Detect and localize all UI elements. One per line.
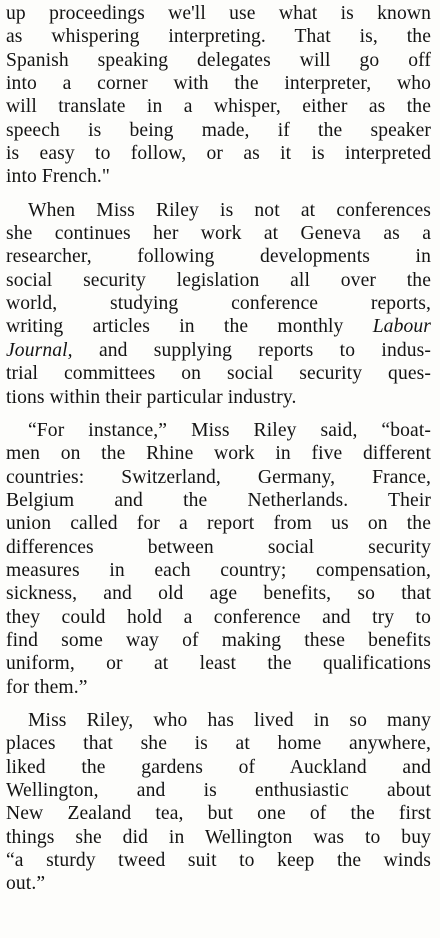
text-line: speech is being made, if the speaker bbox=[6, 119, 431, 141]
text-line: New Zealand tea, but one of the first bbox=[6, 803, 431, 825]
publication-title-part-2: Journal, bbox=[6, 339, 73, 361]
text-line: union called for a report from us on the bbox=[6, 513, 431, 535]
text-line: When Miss Riley is not at conferences bbox=[28, 199, 431, 221]
text-line: trial committees on social security ques- bbox=[6, 363, 431, 385]
text-line: places that she is at home anywhere, bbox=[6, 733, 431, 755]
text-line: uniform, or at least the qualifications bbox=[6, 653, 431, 675]
text-line: things she did in Wellington was to buy bbox=[6, 826, 431, 848]
text-line: “a sturdy tweed suit to keep the winds bbox=[6, 850, 431, 872]
text-line: for them.” bbox=[6, 676, 88, 698]
text-line: differences between social security bbox=[6, 536, 431, 558]
text-line-with-italic bbox=[6, 339, 431, 362]
text-line: into French." bbox=[6, 166, 110, 188]
text-line: Belgium and the Netherlands. Their bbox=[6, 489, 431, 511]
text-line: find some way of making these benefits bbox=[6, 629, 431, 651]
text-line-with-italic bbox=[6, 315, 431, 338]
text-line: liked the gardens of Auckland and bbox=[6, 756, 431, 778]
text-line: up proceedings we'll use what is known bbox=[6, 3, 431, 24]
text-line: measures in each country; compensation, bbox=[6, 559, 431, 581]
text-line: Spanish speaking delegates will go off bbox=[6, 49, 431, 71]
text-line: sickness, and old age benefits, so that bbox=[6, 583, 431, 605]
text-fragment: writing articles in the monthly bbox=[6, 316, 373, 338]
text-line: out.” bbox=[6, 873, 46, 895]
paragraph-4 bbox=[6, 709, 431, 896]
text-line: men on the Rhine work in five different bbox=[6, 443, 431, 465]
text-line: they could hold a conference and try to bbox=[6, 606, 431, 628]
text-line: as whispering interpreting. That is, the bbox=[6, 26, 431, 48]
paragraph-2 bbox=[6, 199, 431, 409]
text-line: into a corner with the interpreter, who bbox=[6, 73, 431, 95]
text-line: world, studying conference reports, bbox=[6, 293, 431, 315]
text-line: will translate in a whisper, either as the bbox=[6, 96, 431, 118]
text-line: tions within their particular industry. bbox=[6, 386, 297, 408]
text-line: “For instance,” Miss Riley said, “boat- bbox=[28, 419, 431, 441]
paragraph-1 bbox=[6, 2, 431, 189]
publication-title-part-1: Labour bbox=[372, 316, 431, 338]
text-line: Wellington, and is enthusiastic about bbox=[6, 780, 431, 801]
text-line: social security legislation all over the bbox=[6, 269, 431, 291]
text-line: she continues her work at Geneva as a bbox=[6, 223, 431, 245]
text-line: researcher, following developments in bbox=[6, 246, 431, 268]
text-line: countries: Switzerland, Germany, France, bbox=[6, 466, 431, 488]
text-line: Miss Riley, who has lived in so many bbox=[28, 709, 431, 731]
paragraph-3 bbox=[6, 419, 431, 699]
article-body bbox=[6, 2, 431, 896]
text-line: is easy to follow, or as it is interpreted bbox=[6, 143, 431, 165]
text-fragment: and supplying reports to indus- bbox=[72, 339, 431, 361]
